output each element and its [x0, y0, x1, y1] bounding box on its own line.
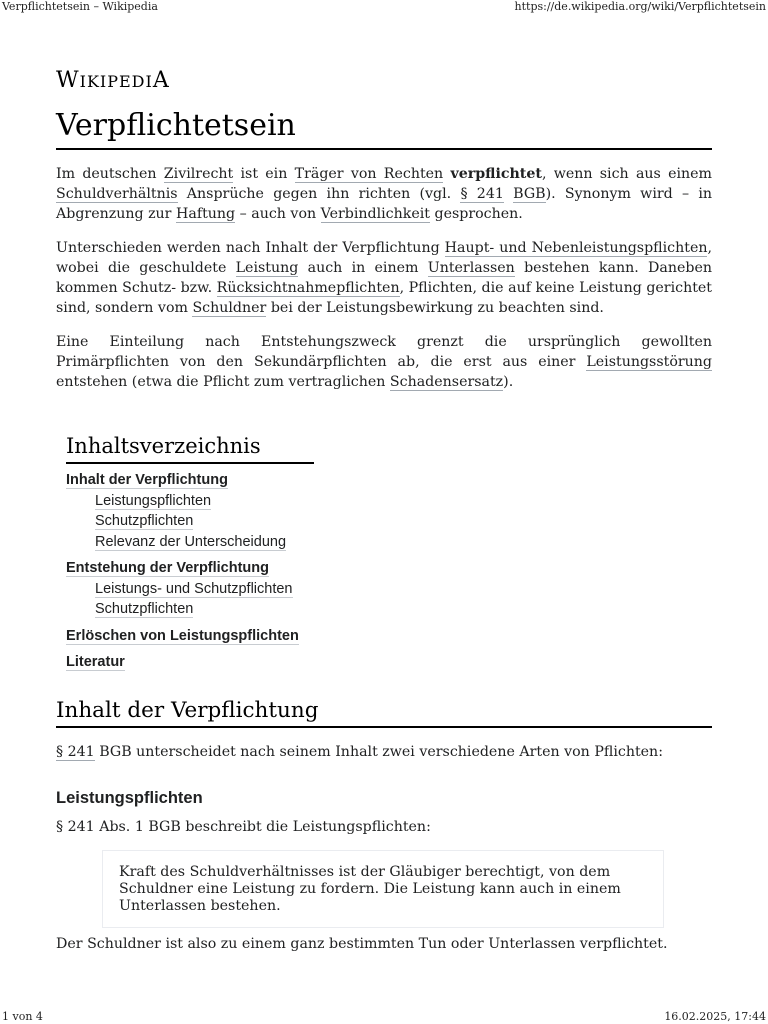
link-schadensersatz[interactable]: Schadensersatz [389, 374, 504, 390]
section-intro-text [56, 742, 712, 762]
link-ruecksichtnahmepflichten[interactable]: Rücksichtnahmepflichten [216, 280, 400, 296]
link-traeger-von-rechten[interactable]: Träger von Rechten [294, 166, 444, 182]
toc-item-label: Schutzpflichten [95, 513, 194, 529]
text: BGB unterscheidet nach seinem Inhalt zwei verschiedene Arten von Pflichten: [94, 744, 663, 760]
text: bei der Leistungsbewirkung zu beachten sind. [266, 300, 604, 316]
toc-item-leistungs-und-schutzpflichten[interactable] [66, 579, 314, 600]
link-unterlassen[interactable]: Unterlassen [427, 260, 515, 276]
wordmark-middle: IKIPEDI [79, 72, 153, 91]
link-paragraph-241-section[interactable]: § 241 [56, 744, 95, 760]
page-title: Verpflichtetsein [56, 106, 712, 150]
toc-item-label: Relevanz der Unterscheidung [95, 533, 287, 550]
intro-paragraph-2 [56, 238, 712, 318]
wordmark-a: A [152, 68, 170, 93]
text: bestehen kann. Daneben kommen Schutz- bzw. [56, 260, 712, 296]
table-of-contents [66, 432, 314, 673]
toc-item-entstehung[interactable] [66, 558, 314, 579]
text: , Pflichten, die auf keine Leistung gerichtet sind, sondern vom [56, 280, 713, 316]
toc-item-label: Entstehung der Verpflichtung [66, 560, 270, 576]
text: entstehen (etwa die Pflicht zum vertraglichen [56, 374, 390, 390]
print-header-title: Verpflichtetsein – Wikipedia [2, 0, 158, 13]
toc-item-schutzpflichten[interactable] [66, 511, 314, 532]
text: – auch von [235, 206, 321, 222]
subsection-heading-leistungspflichten: Leistungspflichten [56, 789, 203, 807]
toc-item-label: Erlöschen von Leistungspflichten [66, 627, 299, 644]
link-verbindlichkeit[interactable]: Verbindlichkeit [320, 206, 430, 222]
text: gesprochen. [430, 206, 523, 222]
link-leistung[interactable]: Leistung [235, 260, 299, 276]
toc-title: Inhaltsverzeichnis [66, 432, 314, 464]
text: Ansprüche gegen ihn richten (vgl. [177, 186, 461, 202]
toc-item-inhalt[interactable] [66, 470, 314, 491]
article-intro [56, 164, 712, 406]
toc-item-label: Leistungspflichten [95, 492, 212, 509]
section-heading-inhalt: Inhalt der Verpflichtung [56, 696, 712, 728]
toc-item-erloeschen[interactable] [66, 626, 314, 647]
intro-paragraph-1 [56, 164, 712, 224]
wordmark-w: W [56, 68, 80, 93]
toc-item-label: Inhalt der Verpflichtung [66, 472, 228, 488]
toc-item-relevanz[interactable] [66, 532, 314, 553]
text: ist ein [233, 166, 295, 182]
toc-item-schutzpflichten-2[interactable] [66, 599, 314, 620]
link-haupt-nebenleistungspflichten[interactable]: Haupt- und Nebenleistungspflichten [444, 240, 708, 256]
after-quote-text: Der Schuldner ist also zu einem ganz bestimmten Tun oder Unterlassen verpflichtet. [56, 936, 668, 952]
blockquote: Kraft des Schuldverhältnisses ist der Gläubiger berechtigt, von dem Schuldner eine Leistung zu fordern. Die Leistung kann auch in einem Unterlassen bestehen. [102, 850, 664, 928]
text: ). [503, 374, 514, 390]
toc-item-label: Schutzpflichten [95, 601, 194, 617]
text: , wenn sich aus einem [541, 166, 712, 182]
toc-item-label: Leistungs- und Schutzpflichten [95, 580, 293, 597]
bold-term: verpflichtet [450, 166, 542, 182]
text: ). Synonym wird – in Abgrenzung zur [56, 186, 713, 222]
text: , wobei die geschuldete [56, 240, 712, 276]
link-schuldverhaeltnis[interactable]: Schuldverhältnis [56, 186, 178, 202]
text [504, 186, 513, 202]
wikipedia-wordmark[interactable] [56, 68, 170, 93]
link-bgb[interactable]: BGB [513, 186, 546, 202]
link-paragraph-241[interactable]: § 241 [460, 186, 504, 202]
toc-item-label: Literatur [66, 654, 125, 670]
link-leistungsstoerung[interactable]: Leistungsstörung [586, 354, 712, 370]
intro-paragraph-3 [56, 332, 712, 392]
text: Unterschieden werden nach Inhalt der Verpflichtung [56, 240, 445, 256]
link-schuldner[interactable]: Schuldner [192, 300, 267, 316]
text: Im deutschen [56, 166, 164, 182]
subsection-text: § 241 Abs. 1 BGB beschreibt die Leistungspflichten: [56, 819, 431, 835]
toc-item-leistungspflichten[interactable] [66, 491, 314, 512]
text: auch in einem [298, 260, 428, 276]
print-header-url: https://de.wikipedia.org/wiki/Verpflichtetsein [514, 0, 766, 13]
link-haftung[interactable]: Haftung [175, 206, 236, 222]
text: Eine Einteilung nach Entstehungszweck grenzt die ursprünglich gewollten Primärpflichten von den Sekundärpflichten ab, die erst aus einer [56, 334, 712, 370]
print-footer-datetime: 16.02.2025, 17:44 [664, 1010, 766, 1023]
toc-item-literatur[interactable] [66, 652, 314, 673]
print-footer-page: 1 von 4 [2, 1010, 43, 1023]
link-zivilrecht[interactable]: Zivilrecht [163, 166, 234, 182]
